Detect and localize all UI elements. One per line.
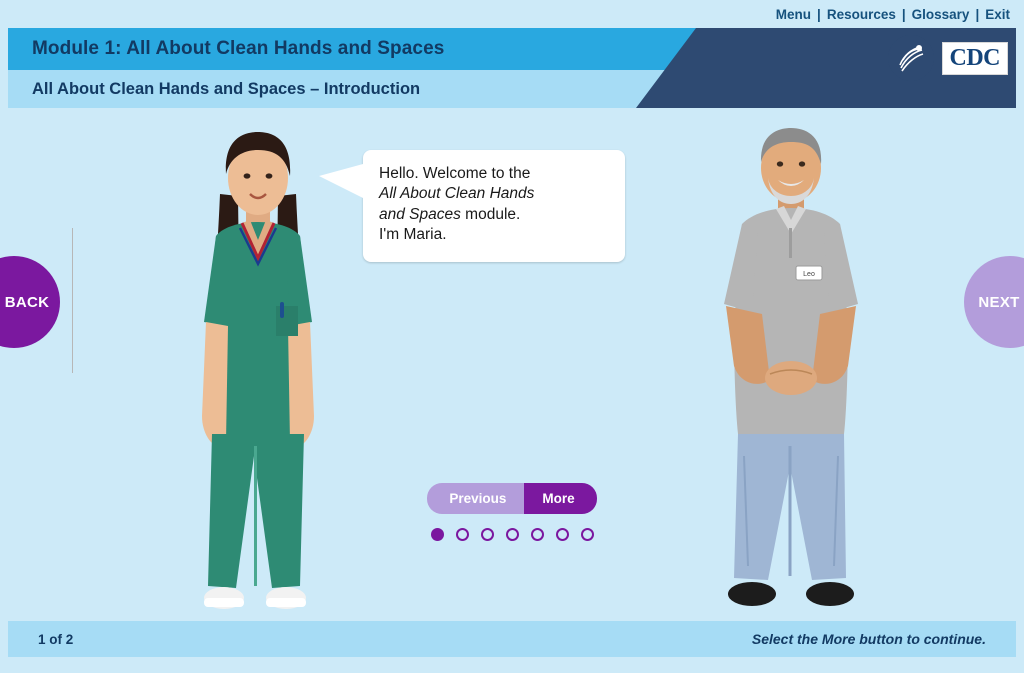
back-button[interactable]	[0, 256, 60, 348]
progress-dot-5[interactable]	[531, 528, 544, 541]
nav-item-exit[interactable]: Exit	[985, 6, 1010, 22]
previous-button[interactable]: Previous	[427, 483, 524, 514]
nav-separator-2: |	[901, 6, 906, 22]
vertical-divider	[72, 228, 73, 373]
slide-footer	[8, 621, 1016, 657]
bubble-emphasis-2: and Spaces	[379, 205, 461, 223]
page-indicator: 1 of 2	[38, 631, 74, 647]
nav-item-glossary[interactable]: Glossary	[911, 6, 970, 22]
progress-dot-7[interactable]	[581, 528, 594, 541]
speech-bubble	[363, 150, 625, 262]
control-button-row	[372, 483, 652, 514]
progress-dot-1[interactable]	[431, 528, 444, 541]
hhs-seal-icon	[888, 35, 934, 81]
instruction-hint: Select the More button to continue.	[751, 631, 986, 647]
character-leo	[698, 116, 883, 621]
more-button[interactable]: More	[524, 483, 596, 514]
slide-stage	[4, 108, 1020, 621]
svg-text:Leo: Leo	[803, 271, 815, 278]
lesson-title: All About Clean Hands and Spaces – Introduction	[32, 79, 421, 98]
slide-controls	[372, 483, 652, 541]
progress-dot-6[interactable]	[556, 528, 569, 541]
bubble-line-1: Hello. Welcome to the	[379, 165, 531, 182]
bubble-line-2-tail: module.	[460, 205, 521, 223]
page-title: Module 1: All About Clean Hands and Spaces	[32, 38, 445, 59]
nav-item-resources[interactable]: Resources	[826, 6, 896, 22]
nav-separator-1: |	[817, 6, 821, 22]
utility-nav[interactable]	[770, 0, 1016, 28]
back-button-label: BACK	[4, 293, 50, 311]
cdc-wordmark: CDC	[942, 42, 1009, 75]
next-button-label: NEXT	[978, 293, 1020, 311]
cdc-logo	[888, 28, 1009, 88]
nav-separator-3: |	[975, 6, 980, 22]
next-button[interactable]	[964, 256, 1024, 348]
progress-dot-3[interactable]	[481, 528, 494, 541]
progress-dots	[372, 528, 652, 541]
bubble-line-3: I'm Maria.	[379, 226, 447, 244]
nav-item-menu[interactable]: Menu	[775, 6, 812, 22]
bubble-emphasis-1: All About Clean Hands	[379, 185, 535, 203]
progress-dot-4[interactable]	[506, 528, 519, 541]
progress-dot-2[interactable]	[456, 528, 469, 541]
course-header	[8, 28, 1016, 108]
bubble-tail-icon	[319, 164, 363, 198]
